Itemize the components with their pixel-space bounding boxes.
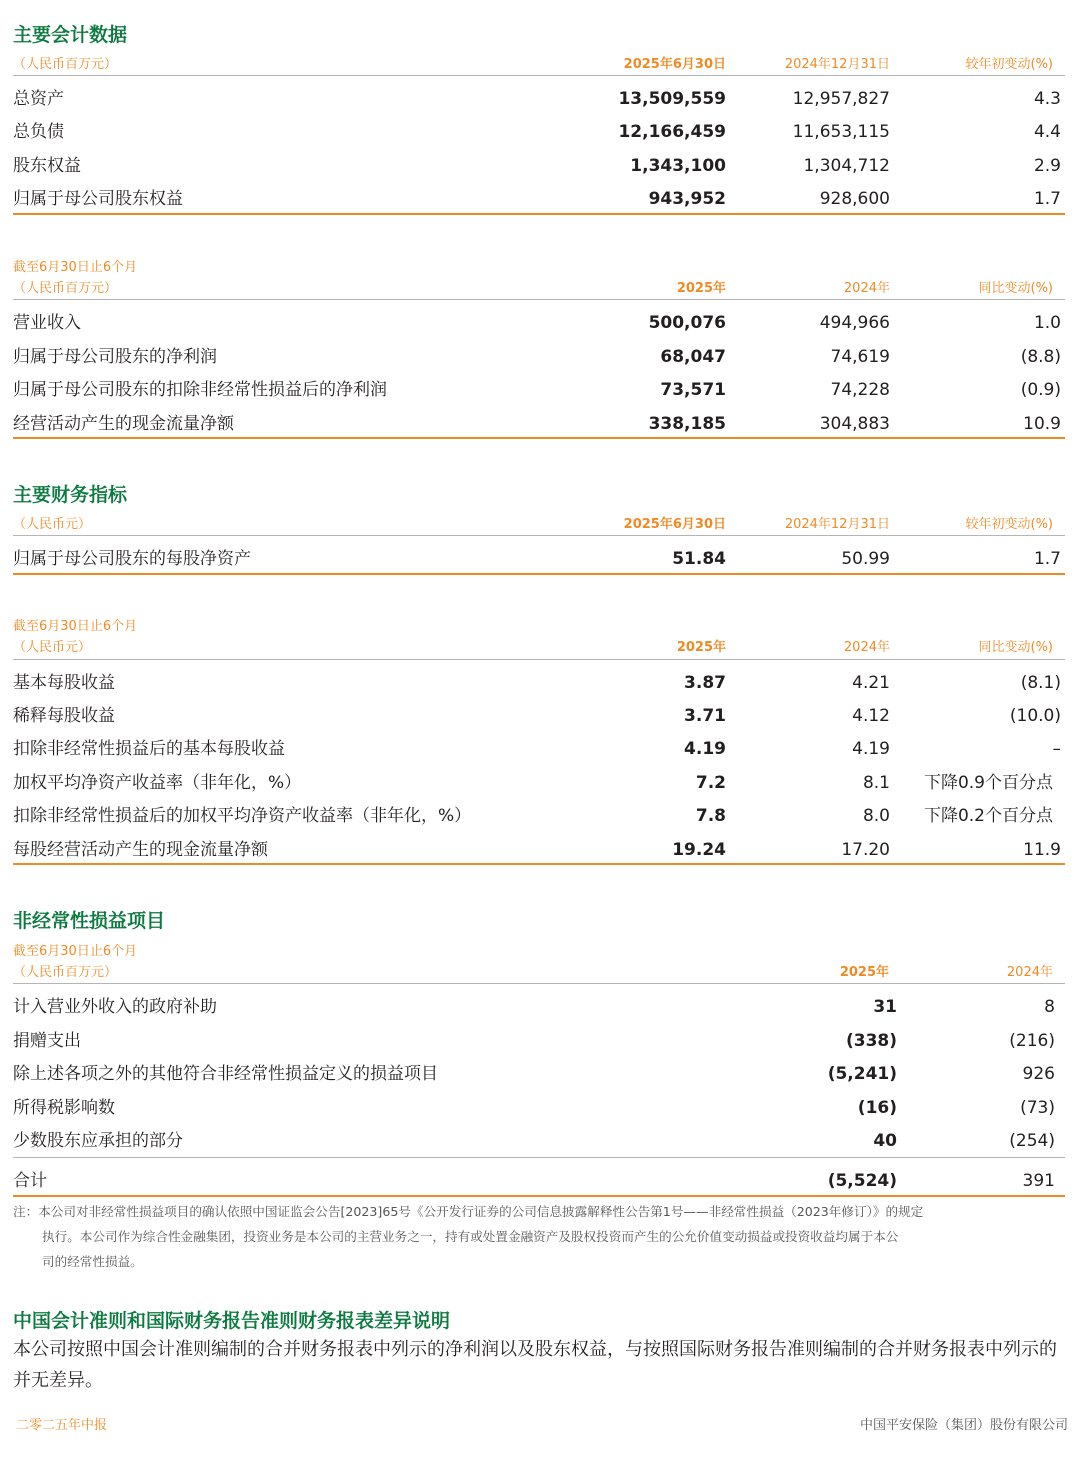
footnote: [13, 1199, 1063, 1274]
footnote-line: 注：本公司对非经常性损益项目的确认依照中国证监会公告[2023]65号《公开发行证券的公司信息披露解释性公告第1号——非经常性损益（2023年修订）》的规定: [13, 1204, 924, 1219]
value-change: –: [1052, 739, 1061, 759]
total-row: [13, 1165, 1065, 1198]
row-label: 加权平均净资产收益率（非年化，%）: [13, 773, 302, 793]
row-label: 归属于母公司股东的每股净资产: [13, 549, 251, 569]
table-row: [13, 83, 1065, 116]
row-label: 归属于母公司股东的净利润: [13, 347, 217, 367]
value-2025: 338,185: [648, 414, 726, 434]
value-2024: (254): [1009, 1131, 1055, 1151]
col-header-2024: 2024年12月31日: [784, 57, 890, 72]
table-row: [13, 307, 1065, 340]
unit-label: （人民币百万元）: [13, 57, 118, 72]
footer-company-name: 中国平安保险（集团）股份有限公司: [859, 1418, 1068, 1433]
value-change: 10.9: [1023, 414, 1061, 434]
table-row: [13, 767, 1065, 800]
row-label: 捐赠支出: [13, 1031, 81, 1051]
value-2025: 500,076: [648, 313, 726, 333]
row-label: 少数股东应承担的部分: [13, 1131, 183, 1151]
col-header-2024: 2024年: [843, 281, 890, 296]
footnote-line: 执行。本公司作为综合性金融集团，投资业务是本公司的主营业务之一，持有或处置金融资产及股权投资而产生的公允价值变动损益或投资收益均属于本公: [42, 1229, 899, 1244]
table-row: [13, 1125, 1065, 1158]
value-2025: (5,241): [827, 1064, 897, 1084]
divider: [13, 75, 1065, 76]
value-2024: 494,966: [819, 313, 890, 333]
value-2025: 7.8: [695, 806, 726, 826]
section-title-accounting: 主要会计数据: [13, 24, 128, 46]
row-label: 股东权益: [13, 156, 81, 176]
col-header-2025: 2025年6月30日: [623, 517, 726, 532]
value-change: 下降0.9个百分点: [923, 773, 1053, 793]
col-header-change: 较年初变动(%): [965, 517, 1053, 532]
value-2025: 19.24: [672, 840, 726, 860]
value-2024: 391: [1022, 1171, 1055, 1191]
value-2024: 4.12: [852, 706, 890, 726]
value-2024: 1,304,712: [803, 156, 890, 176]
value-2024: 12,957,827: [792, 89, 890, 109]
value-change: (8.1): [1020, 673, 1061, 693]
section-title-nonrecurring: 非经常性损益项目: [13, 910, 166, 932]
value-2025: 1,343,100: [630, 156, 726, 176]
value-change: 1.7: [1033, 549, 1061, 569]
col-header-change: 同比变动(%): [978, 640, 1053, 655]
row-label: 每股经营活动产生的现金流量净额: [13, 840, 268, 860]
value-change: (8.8): [1020, 347, 1061, 367]
value-2024: 8.0: [862, 806, 890, 826]
value-2025: 4.19: [684, 739, 726, 759]
value-2024: (73): [1020, 1098, 1055, 1118]
value-2024: 8.1: [862, 773, 890, 793]
row-label: 所得税影响数: [13, 1098, 115, 1118]
col-header-2025: 2025年: [676, 640, 726, 655]
table-row: [13, 1092, 1065, 1125]
table-row: [13, 800, 1065, 833]
row-label: 归属于母公司股东权益: [13, 189, 183, 209]
row-label: 总资产: [13, 89, 64, 109]
footnote-line: 司的经常性损益。: [42, 1254, 143, 1269]
row-label: 总负债: [13, 122, 64, 142]
value-change: 1.7: [1033, 189, 1061, 209]
unit-label: （人民币元）: [13, 640, 92, 655]
divider: [13, 535, 1065, 536]
divider: [13, 1157, 1065, 1158]
value-2024: 74,619: [830, 347, 890, 367]
table-row: [13, 991, 1065, 1024]
row-label: 扣除非经常性损益后的加权平均净资产收益率（非年化，%）: [13, 806, 472, 826]
diff-paragraph: 本公司按照中国会计准则编制的合并财务报表中列示的净利润以及股东权益，与按照国际财务报告准则编制的合并财务报表中列示的并无差异。: [13, 1339, 1057, 1391]
row-label: 合计: [13, 1171, 47, 1191]
value-2024: 11,653,115: [792, 122, 890, 142]
divider-orange: [13, 573, 1065, 575]
table-row: [13, 183, 1065, 216]
row-label: 营业收入: [13, 313, 81, 333]
value-change: 4.4: [1033, 122, 1061, 142]
row-label: 扣除非经常性损益后的基本每股收益: [13, 739, 285, 759]
value-2025: (16): [857, 1098, 897, 1118]
value-change: 4.3: [1033, 89, 1061, 109]
table-row: [13, 374, 1065, 407]
table-row: [13, 1025, 1065, 1058]
value-2025: 13,509,559: [618, 89, 726, 109]
col-header-2025: 2025年: [839, 965, 889, 980]
table-row: [13, 543, 1065, 576]
value-2025: (5,524): [827, 1171, 897, 1191]
value-2025: 943,952: [648, 189, 726, 209]
divider-orange: [13, 437, 1065, 439]
unit-label: （人民币百万元）: [13, 281, 118, 296]
value-2024: 17.20: [841, 840, 890, 860]
table-row: [13, 667, 1065, 700]
col-header-change: 较年初变动(%): [965, 57, 1053, 72]
divider-orange: [13, 1195, 1065, 1197]
row-label: 基本每股收益: [13, 673, 115, 693]
row-label: 计入营业外收入的政府补助: [13, 997, 217, 1017]
footer-report-name: 二零二五年中报: [16, 1418, 108, 1433]
value-2025: (338): [845, 1031, 897, 1051]
col-header-2025: 2025年6月30日: [623, 57, 726, 72]
value-change: 2.9: [1033, 156, 1061, 176]
value-2024: (216): [1009, 1031, 1055, 1051]
value-2025: 12,166,459: [618, 122, 726, 142]
table-row: [13, 1058, 1065, 1091]
value-2024: 928,600: [819, 189, 890, 209]
value-change: (10.0): [1009, 706, 1061, 726]
value-2024: 304,883: [819, 414, 890, 434]
section-title-diff: 中国会计准则和国际财务报告准则财务报表差异说明: [13, 1310, 451, 1332]
value-2024: 926: [1022, 1064, 1055, 1084]
col-header-change: 同比变动(%): [978, 281, 1053, 296]
col-header-2024: 2024年: [843, 640, 890, 655]
period-label: 截至6月30日止6个月: [13, 619, 138, 634]
col-header-2024: 2024年: [1006, 965, 1053, 980]
row-label: 除上述各项之外的其他符合非经常性损益定义的损益项目: [13, 1064, 438, 1084]
period-label: 截至6月30日止6个月: [13, 944, 138, 959]
value-2024: 8: [1044, 997, 1055, 1017]
col-header-2025: 2025年: [676, 281, 726, 296]
value-2025: 51.84: [672, 549, 726, 569]
table-row: [13, 700, 1065, 733]
section-title-financial: 主要财务指标: [13, 484, 128, 506]
value-change: 11.9: [1023, 840, 1061, 860]
unit-label: （人民币百万元）: [13, 965, 118, 980]
value-change: 下降0.2个百分点: [923, 806, 1053, 826]
value-2025: 68,047: [660, 347, 726, 367]
table-row: [13, 150, 1065, 183]
table-row: [13, 116, 1065, 149]
table-row: [13, 733, 1065, 766]
value-change: 1.0: [1033, 313, 1061, 333]
row-label: 归属于母公司股东的扣除非经常性损益后的净利润: [13, 380, 387, 400]
divider: [13, 299, 1065, 300]
value-2025: 3.87: [684, 673, 726, 693]
value-2025: 7.2: [695, 773, 726, 793]
value-2024: 50.99: [841, 549, 890, 569]
divider-orange: [13, 213, 1065, 215]
divider: [13, 983, 1065, 984]
table-row: [13, 341, 1065, 374]
value-2025: 40: [873, 1131, 897, 1151]
col-header-2024: 2024年12月31日: [784, 517, 890, 532]
value-2025: 73,571: [660, 380, 726, 400]
value-2024: 74,228: [830, 380, 890, 400]
value-2024: 4.21: [852, 673, 890, 693]
row-label: 经营活动产生的现金流量净额: [13, 414, 234, 434]
value-2024: 4.19: [852, 739, 890, 759]
divider-orange: [13, 863, 1065, 865]
unit-label: （人民币元）: [13, 517, 92, 532]
value-2025: 3.71: [684, 706, 726, 726]
period-label: 截至6月30日止6个月: [13, 260, 138, 275]
divider: [13, 659, 1065, 660]
value-change: (0.9): [1020, 380, 1061, 400]
value-2025: 31: [873, 997, 897, 1017]
row-label: 稀释每股收益: [13, 706, 115, 726]
